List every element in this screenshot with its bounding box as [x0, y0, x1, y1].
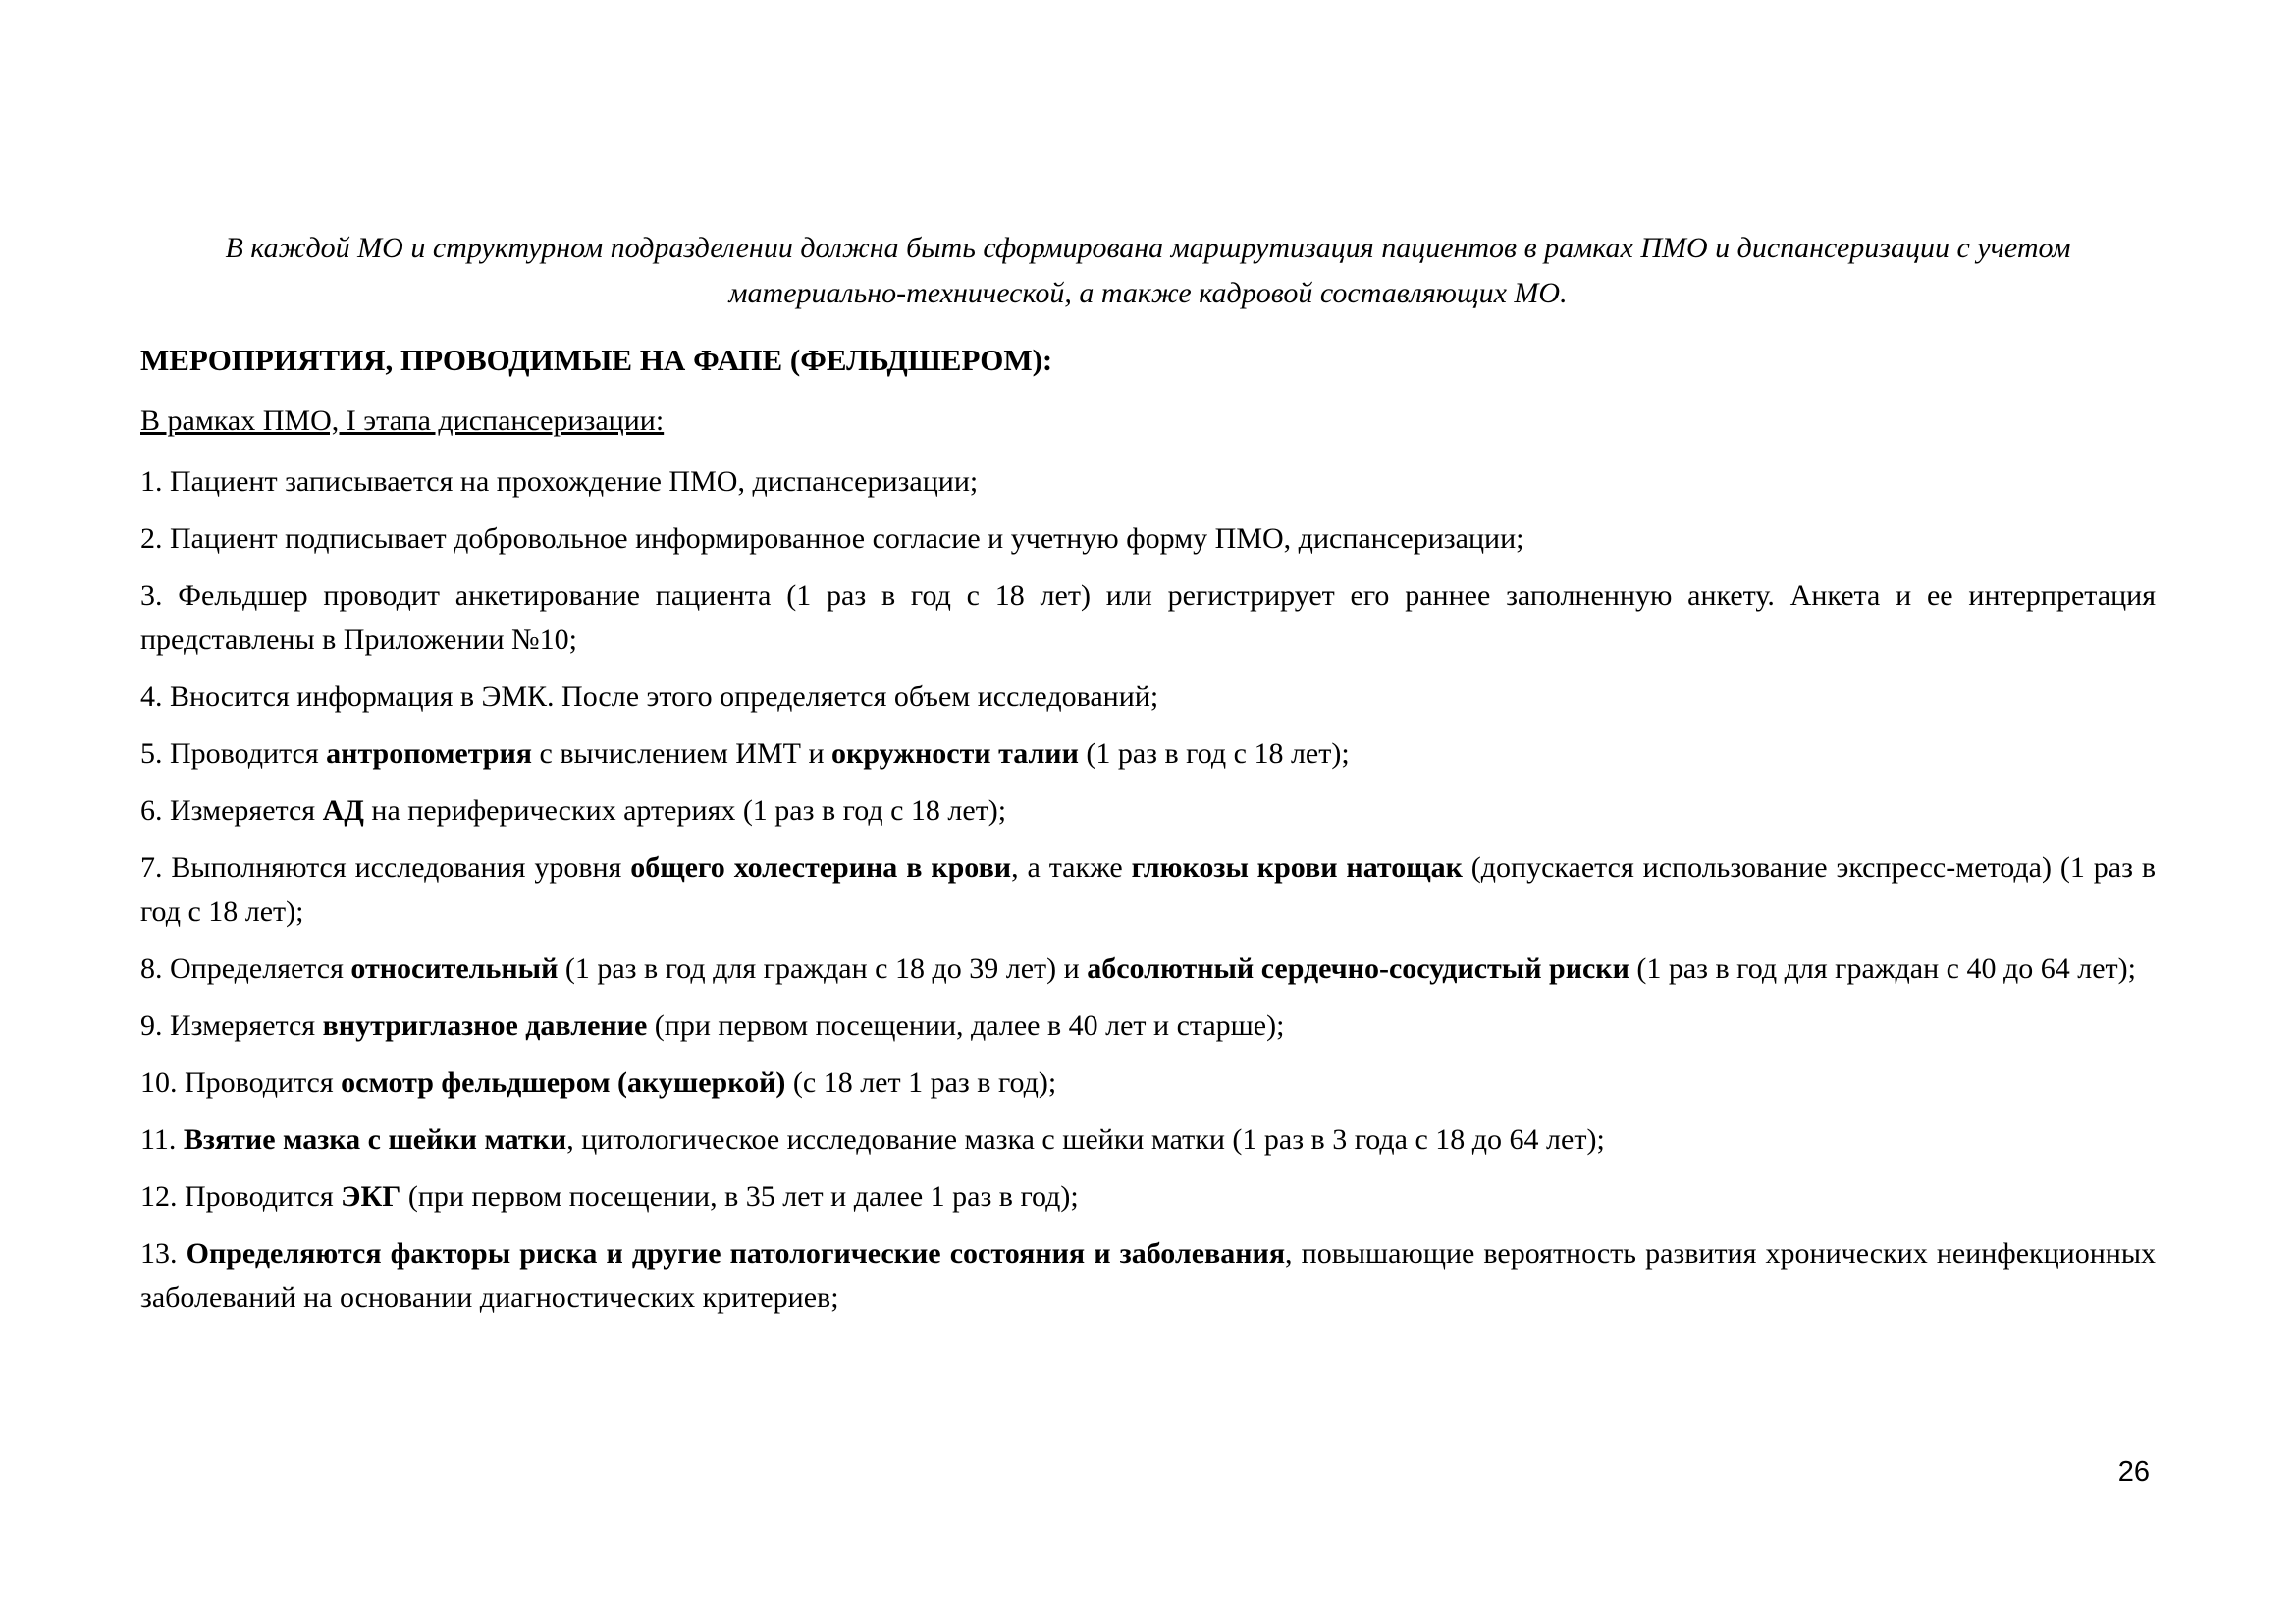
- list-item: [140, 845, 2156, 934]
- text-run: 2. Пациент подписывает добровольное информированное согласие и учетную форму ПМО, диспансеризации;: [140, 522, 1524, 555]
- text-run: 5. Проводится: [140, 737, 327, 770]
- text-run: (1 раз в год для граждан с 40 до 64 лет);: [1629, 952, 2136, 985]
- section-heading: МЕРОПРИЯТИЯ, ПРОВОДИМЫЕ НА ФАПЕ (ФЕЛЬДШЕРОМ):: [140, 343, 1053, 377]
- bold-text-run: окружности талии: [831, 737, 1079, 770]
- text-run: 6. Измеряется: [140, 794, 323, 827]
- bold-text-run: Определяются факторы риска и другие патологические состояния и заболевания: [186, 1237, 1286, 1270]
- bold-text-run: абсолютный сердечно-сосудистый риски: [1087, 952, 1629, 985]
- text-run: 3. Фельдшер проводит анкетирование пациента (1 раз в год с 18 лет) или регистрирует его раннее заполненную анкету. Анкета и ее интерпретация представлены в Приложении №10;: [140, 579, 2156, 656]
- list-item: [140, 1231, 2156, 1320]
- list-item: [140, 1117, 2156, 1162]
- list-item: [140, 1060, 2156, 1105]
- list-item: [140, 675, 2156, 719]
- bold-text-run: осмотр фельдшером (акушеркой): [341, 1066, 786, 1099]
- bold-text-run: общего холестерина в крови: [630, 851, 1012, 884]
- bold-text-run: АД: [322, 794, 364, 827]
- text-run: 9. Измеряется: [140, 1009, 323, 1042]
- text-run: 13.: [140, 1237, 187, 1270]
- list-item: [140, 573, 2156, 662]
- bold-text-run: относительный: [350, 952, 559, 985]
- bold-text-run: Взятие мазка с шейки матки: [183, 1123, 567, 1156]
- list-item: [140, 460, 2156, 504]
- text-run: с вычислением ИМТ и: [532, 737, 832, 770]
- text-run: (при первом посещении, в 35 лет и далее 1 раз в год);: [400, 1180, 1079, 1213]
- list-item: [140, 731, 2156, 776]
- text-run: (при первом посещении, далее в 40 лет и старше);: [647, 1009, 1285, 1042]
- text-run: , повышающие вероятность развития хронических неинфекционных заболеваний на основании диагностических критериев;: [140, 1237, 2156, 1314]
- list-item: [140, 1174, 2156, 1218]
- text-run: 11.: [140, 1123, 184, 1156]
- text-run: 8. Определяется: [140, 952, 351, 985]
- bold-text-run: глюкозы крови натощак: [1131, 851, 1463, 884]
- text-run: (1 раз в год с 18 лет);: [1078, 737, 1350, 770]
- bold-text-run: внутриглазное давление: [322, 1009, 648, 1042]
- document-content: [140, 0, 2156, 1332]
- text-run: 7. Выполняются исследования уровня: [140, 851, 631, 884]
- list-item: [140, 1003, 2156, 1048]
- intro-paragraph: В каждой МО и структурном подразделении должна быть сформирована маршрутизация пациентов в рамках ПМО и диспансеризации с учетом материально-технической, а также кадровой составляющих МО.: [225, 232, 2071, 309]
- bold-text-run: ЭКГ: [341, 1180, 401, 1213]
- text-run: (допускается использование экспресс-метода) (1 раз в год с 18 лет);: [140, 851, 2156, 928]
- text-run: 4. Вносится информация в ЭМК. После этого определяется объем исследований;: [140, 680, 1159, 713]
- bold-text-run: антропометрия: [326, 737, 533, 770]
- list-item: [140, 947, 2156, 991]
- text-run: , цитологическое исследование мазка с шейки матки (1 раз в 3 года с 18 до 64 лет);: [566, 1123, 1605, 1156]
- text-run: на периферических артериях (1 раз в год с 18 лет);: [363, 794, 1007, 827]
- text-run: 1. Пациент записывается на прохождение ПМО, диспансеризации;: [140, 465, 979, 498]
- text-run: 10. Проводится: [140, 1066, 342, 1099]
- text-run: (1 раз в год для граждан с 18 до 39 лет) и: [558, 952, 1088, 985]
- page-number: 26: [2117, 1456, 2150, 1488]
- text-run: , а также: [1011, 851, 1132, 884]
- list-item: [140, 516, 2156, 561]
- text-run: 12. Проводится: [140, 1180, 342, 1213]
- list-item: [140, 788, 2156, 833]
- items-list: [140, 460, 2156, 1320]
- section-subheading: В рамках ПМО, I этапа диспансеризации:: [140, 405, 665, 437]
- text-run: (с 18 лет 1 раз в год);: [785, 1066, 1057, 1099]
